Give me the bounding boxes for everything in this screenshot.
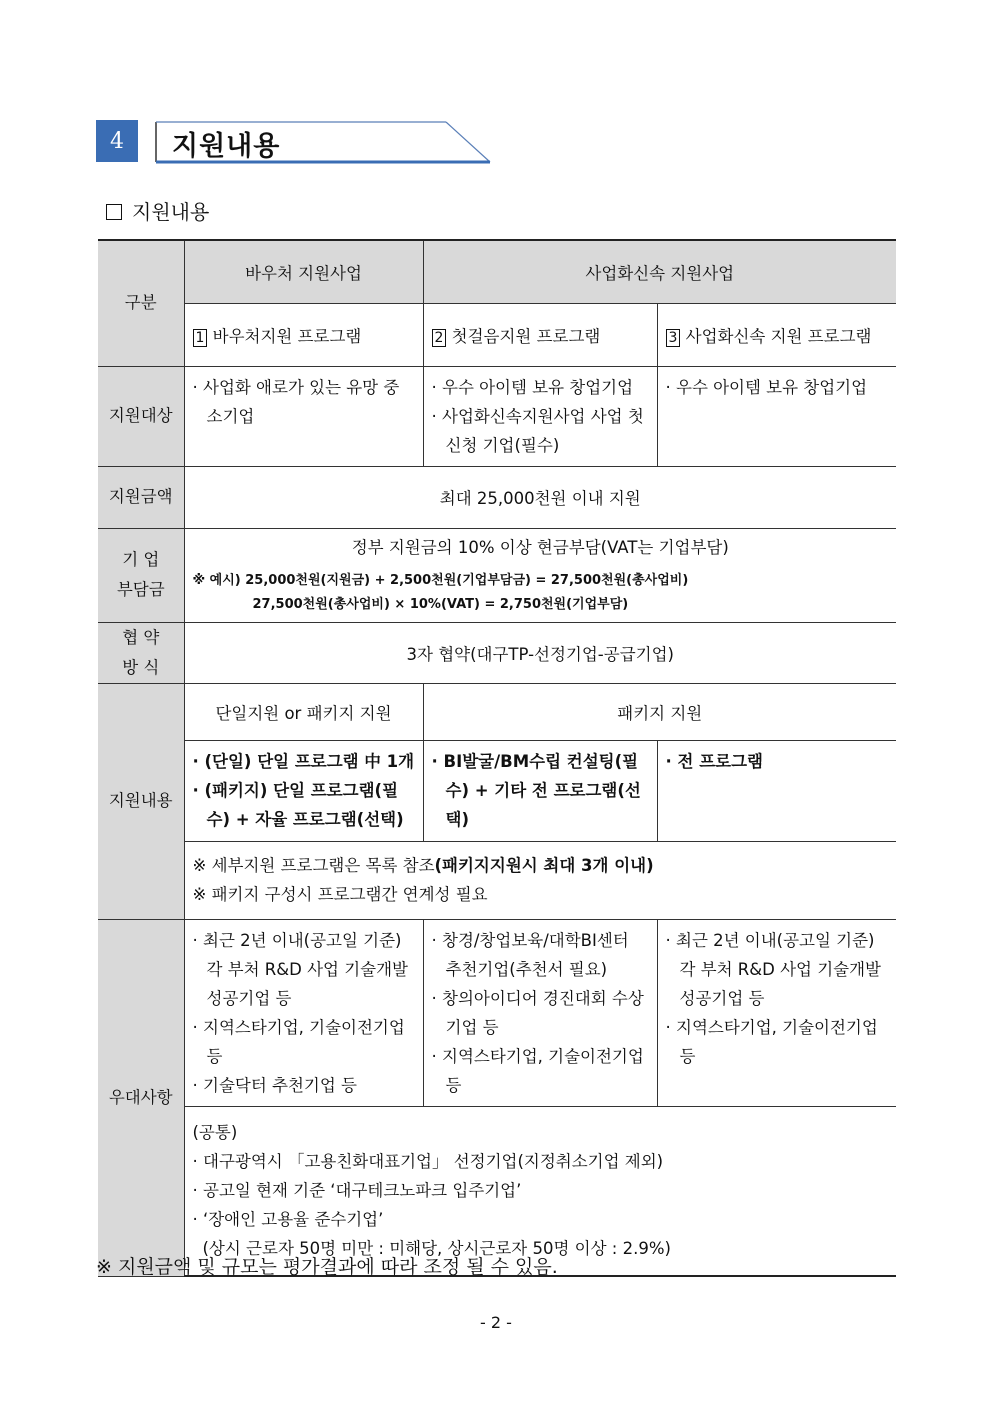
preference-col2-item: · 지역스타기업, 기술이전기업 등 <box>431 1046 644 1095</box>
burden-content <box>184 528 896 622</box>
section-title-box <box>154 120 494 164</box>
preference-col3-item: · 지역스타기업, 기술이전기업 등 <box>665 1017 878 1066</box>
content-col1-item: · (패키지) 단일 프로그램(필수) + 자율 프로그램(선택) <box>192 780 404 829</box>
burden-row <box>98 528 896 622</box>
content-row <box>98 740 896 841</box>
target-col2-item: · 사업화신속지원사업 사업 첫 신청 기업(필수) <box>431 406 644 455</box>
preference-col1-item: · 지역스타기업, 기술이전기업 등 <box>192 1017 405 1066</box>
prog1-header <box>184 303 423 366</box>
preference-common-row <box>98 1106 896 1276</box>
preference-label: 우대사항 <box>98 919 184 1276</box>
content-note2: ※ 패키지 구성시 프로그램간 연계성 필요 <box>192 885 488 904</box>
burden-label-line2: 부담금 <box>116 580 165 599</box>
preference-col1-item: · 최근 2년 이내(공고일 기준) 각 부처 R&D 사업 기술개발 성공기업 등 <box>192 930 408 1008</box>
content-col2 <box>423 740 657 841</box>
preference-col1 <box>184 919 423 1106</box>
content-col2-item: · BI발굴/BM수립 컨설팅(필수) + 기타 전 프로그램(선택) <box>431 751 641 829</box>
amount-value: 최대 25,000천원 이내 지원 <box>184 466 896 528</box>
preference-common-item: · 대구광역시 「고용친화대표기업」 선정기업(지정취소기업 제외) <box>192 1152 664 1172</box>
preference-common-item: · ‘장애인 고용율 준수기업’ <box>192 1210 384 1230</box>
prog2-number: 2 <box>432 329 447 347</box>
agreement-row <box>98 622 896 683</box>
page-number: - 2 - <box>480 1313 512 1332</box>
content-col3-item: · 전 프로그램 <box>665 751 763 771</box>
preference-common-title: (공통) <box>192 1123 238 1143</box>
preference-col2 <box>423 919 657 1106</box>
agreement-label-line2: 방 식 <box>122 657 160 677</box>
commercial-header: 사업화신속 지원사업 <box>423 240 896 303</box>
target-col3-item: · 우수 아이템 보유 창업기업 <box>665 377 868 397</box>
target-col3 <box>657 366 896 466</box>
content-subheader-row <box>98 683 896 740</box>
agreement-label-line1: 협 약 <box>122 627 160 647</box>
prog2-header <box>423 303 657 366</box>
preference-col3 <box>657 919 896 1106</box>
preference-col2-item: · 창경/창업보육/대학BI센터 추천기업(추천서 필요) <box>431 930 629 979</box>
target-col2 <box>423 366 657 466</box>
burden-label-line1: 기 업 <box>122 550 160 569</box>
content-col1 <box>184 740 423 841</box>
prog3-header <box>657 303 896 366</box>
section-title: 지원내용 <box>172 131 281 162</box>
category-label: 구분 <box>98 240 184 366</box>
content-col1-item: · (단일) 단일 프로그램 中 1개 <box>192 751 415 771</box>
prog1-number: 1 <box>193 329 208 347</box>
target-row <box>98 366 896 466</box>
preference-common-sub: (상시 근로자 50명 미만 : 미해당, 상시근로자 50명 이상 : 2.9%) <box>202 1239 671 1259</box>
amount-row <box>98 466 896 528</box>
amount-label: 지원금액 <box>98 466 184 528</box>
content-note1: ※ 세부지원 프로그램은 목록 참조(패키지지원시 최대 3개 이내) <box>192 856 654 875</box>
agreement-value: 3자 협약(대구TP-선정기업-공급기업) <box>184 622 896 683</box>
burden-label <box>98 528 184 622</box>
burden-example1: ※ 예시) 25,000천원(지원금) + 2,500천원(기업부담금) = 27,500천원(총사업비) <box>192 573 689 588</box>
preference-col3-item: · 최근 2년 이내(공고일 기준) 각 부처 R&D 사업 기술개발 성공기업 등 <box>665 930 881 1008</box>
content-notes-row <box>98 841 896 919</box>
checkbox-square-icon <box>106 204 122 220</box>
prog1-label: 바우처지원 프로그램 <box>212 326 362 346</box>
content-subheader2: 패키지 지원 <box>423 683 896 740</box>
preference-col1-item: · 기술닥터 추천기업 등 <box>192 1075 357 1095</box>
header-row-1 <box>98 240 896 303</box>
prog3-label: 사업화신속 지원 프로그램 <box>685 326 872 346</box>
target-col1 <box>184 366 423 466</box>
support-table <box>98 239 896 1277</box>
preference-common <box>184 1106 896 1276</box>
burden-main: 정부 지원금의 10% 이상 현금부담(VAT는 기업부담) <box>351 538 729 557</box>
prog3-number: 3 <box>666 329 681 347</box>
subheading-text: 지원내용 <box>132 200 210 224</box>
voucher-header: 바우처 지원사업 <box>184 240 423 303</box>
content-col3 <box>657 740 896 841</box>
content-subheader1: 단일지원 or 패키지 지원 <box>184 683 423 740</box>
content-notes <box>184 841 896 919</box>
header-row-2 <box>98 303 896 366</box>
section-number: 4 <box>96 120 138 162</box>
target-col2-item: · 우수 아이템 보유 창업기업 <box>431 377 634 397</box>
content-label: 지원내용 <box>98 683 184 919</box>
preference-row <box>98 919 896 1106</box>
target-col1-item: · 사업화 애로가 있는 유망 중소기업 <box>192 377 400 426</box>
agreement-label <box>98 622 184 683</box>
burden-example2: 27,500천원(총사업비) × 10%(VAT) = 2,750천원(기업부담) <box>252 597 629 612</box>
footnote: ※ 지원금액 및 규모는 평가결과에 따라 조정 될 수 있음. <box>96 1256 558 1278</box>
target-label: 지원대상 <box>98 366 184 466</box>
prog2-label: 첫걸음지원 프로그램 <box>451 326 601 346</box>
preference-col2-item: · 창의아이디어 경진대회 수상기업 등 <box>431 988 644 1037</box>
preference-common-item: · 공고일 현재 기준 ‘대구테크노파크 입주기업’ <box>192 1181 522 1201</box>
subheading <box>106 196 209 225</box>
